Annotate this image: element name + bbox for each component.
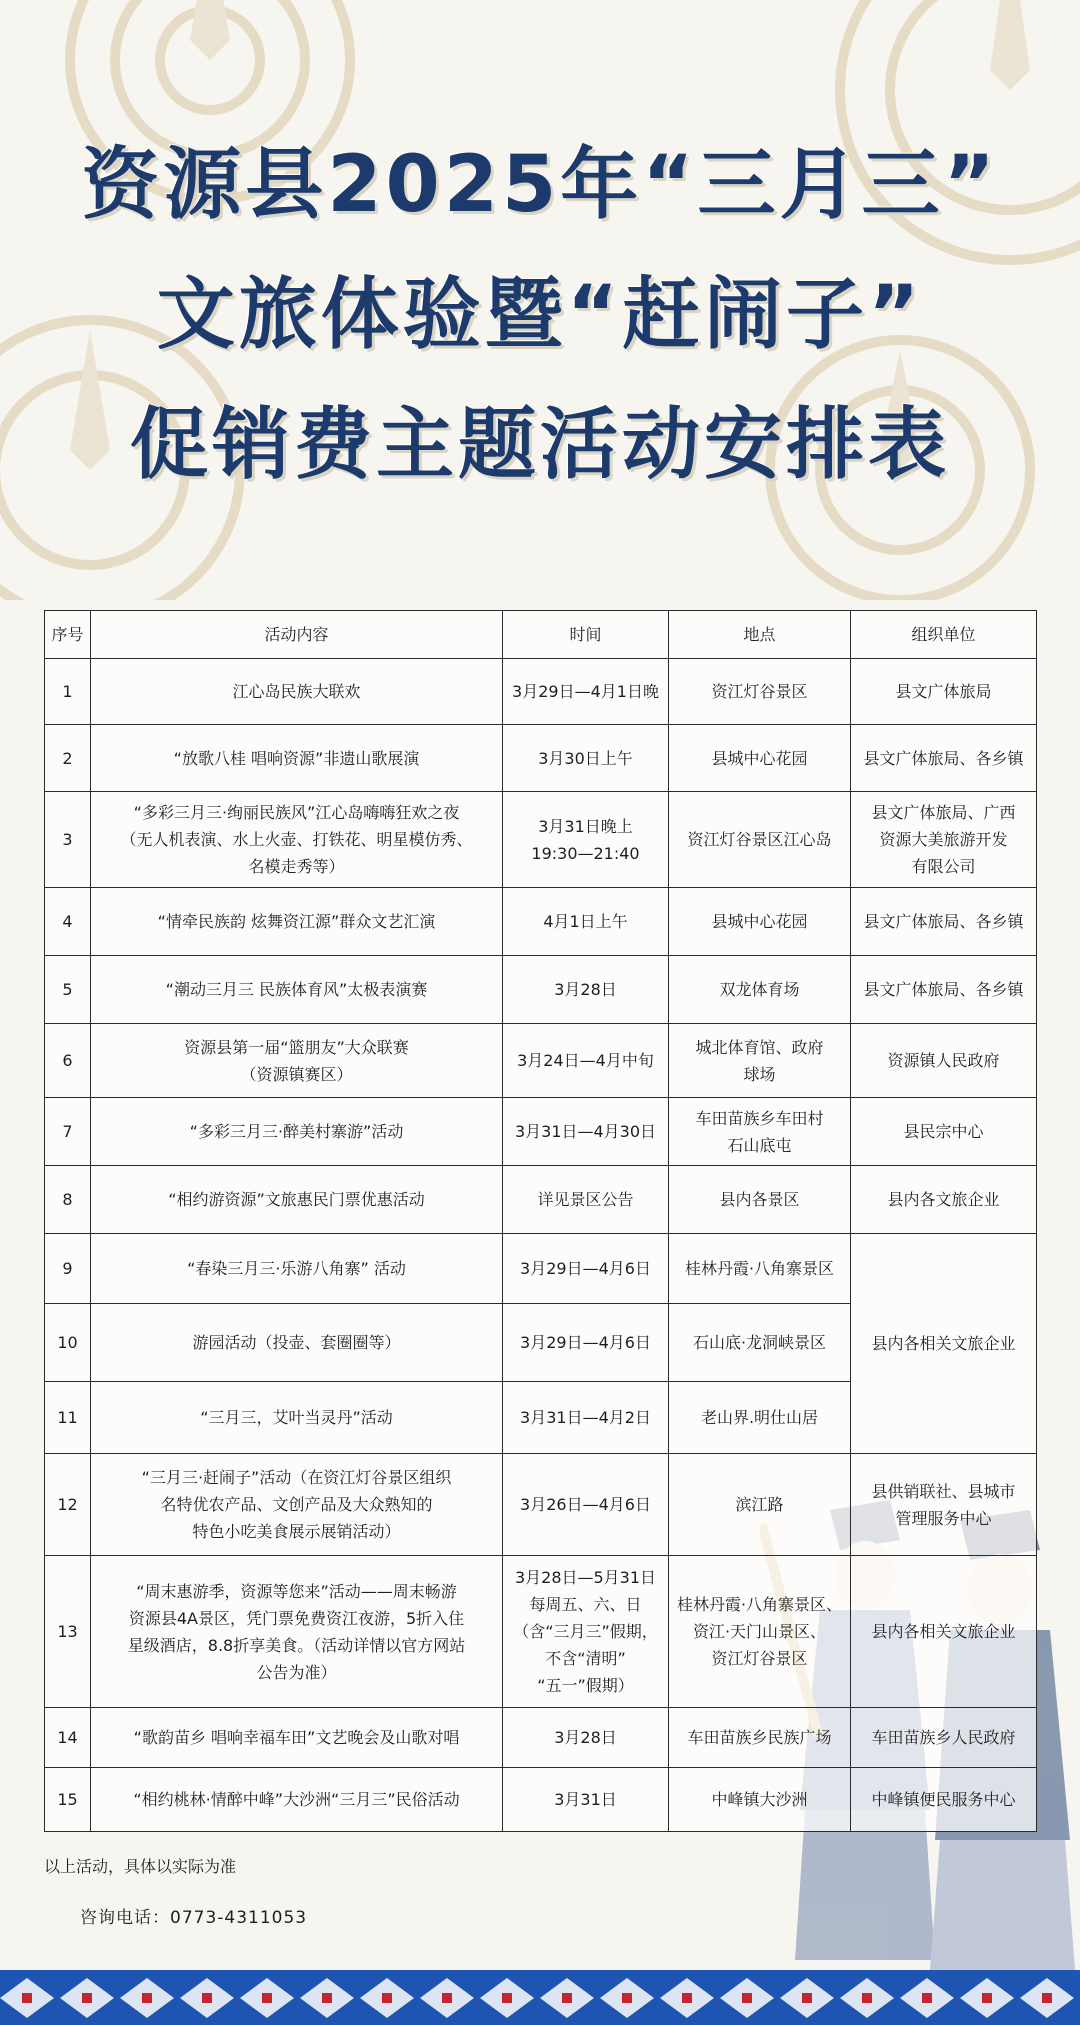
schedule-table: [44, 610, 1037, 1832]
row-time: 3月28日: [503, 956, 669, 1024]
table-row: [45, 1024, 1037, 1098]
row-org: 县文广体旅局: [851, 659, 1037, 725]
row-no: 10: [45, 1304, 91, 1382]
row-content: “三月三·赶闹子”活动（在资江灯谷景区组织 名特优农产品、文创产品及大众熟知的 特色小吃美食展示展销活动）: [91, 1454, 503, 1556]
row-no: 3: [45, 792, 91, 888]
table-header-row: [45, 611, 1037, 659]
table-row: [45, 1234, 1037, 1304]
row-content: 资源县第一届“篮朋友”大众联赛 （资源镇赛区）: [91, 1024, 503, 1098]
row-time: 3月26日—4月6日: [503, 1454, 669, 1556]
row-time: 4月1日上午: [503, 888, 669, 956]
row-org: 资源镇人民政府: [851, 1024, 1037, 1098]
row-org: 县文广体旅局、各乡镇: [851, 725, 1037, 792]
row-no: 15: [45, 1768, 91, 1832]
row-content: “周末惠游季，资源等您来”活动——周末畅游 资源县4A景区，凭门票免费资江夜游，5折入住 星级酒店，8.8折享美食。（活动详情以官方网站 公告为准）: [91, 1556, 503, 1708]
row-place: 县内各景区: [669, 1166, 851, 1234]
row-place: 资江灯谷景区江心岛: [669, 792, 851, 888]
table-row: [45, 1454, 1037, 1556]
ethnic-pattern-border: [0, 1970, 1080, 2025]
row-content: “相约游资源”文旅惠民门票优惠活动: [91, 1166, 503, 1234]
footer-note: 以上活动，具体以实际为准: [44, 1857, 237, 1876]
row-no: 6: [45, 1024, 91, 1098]
row-content: “春染三月三·乐游八角寨” 活动: [91, 1234, 503, 1304]
row-org: 县内各文旅企业: [851, 1166, 1037, 1234]
row-time: 3月28日—5月31日 每周五、六、日 （含“三月三”假期， 不含“清明” “五一”假期）: [503, 1556, 669, 1708]
row-content: “潮动三月三 民族体育风”太极表演赛: [91, 956, 503, 1024]
row-time: 3月31日: [503, 1768, 669, 1832]
header-place: 地点: [669, 611, 851, 659]
row-no: 4: [45, 888, 91, 956]
title-line-1: 资源县2025年“三月三”: [81, 140, 999, 230]
row-time: 3月31日晚上 19:30—21:40: [503, 792, 669, 888]
row-org-merged: 县内各相关文旅企业: [851, 1234, 1037, 1454]
table-row: [45, 659, 1037, 725]
row-content: “情牵民族韵 炫舞资江源”群众文艺汇演: [91, 888, 503, 956]
table-row: [45, 1166, 1037, 1234]
header-org: 组织单位: [851, 611, 1037, 659]
row-no: 7: [45, 1098, 91, 1166]
row-time: 3月30日上午: [503, 725, 669, 792]
row-content: “相约桃林·情醉中峰”大沙洲“三月三”民俗活动: [91, 1768, 503, 1832]
row-no: 14: [45, 1708, 91, 1768]
row-time: 3月29日—4月6日: [503, 1304, 669, 1382]
header-no: 序号: [45, 611, 91, 659]
table-row: [45, 1556, 1037, 1708]
row-org: 县民宗中心: [851, 1098, 1037, 1166]
schedule-table-wrap: [44, 610, 1036, 1832]
row-place: 县城中心花园: [669, 888, 851, 956]
row-place: 桂林丹霞·八角寨景区、 资江·天门山景区、 资江灯谷景区: [669, 1556, 851, 1708]
table-row: [45, 1708, 1037, 1768]
table-row: [45, 725, 1037, 792]
table-row: [45, 956, 1037, 1024]
row-time: 3月31日—4月30日: [503, 1098, 669, 1166]
row-no: 2: [45, 725, 91, 792]
row-no: 8: [45, 1166, 91, 1234]
row-content: “多彩三月三·绚丽民族风”江心岛嗨嗨狂欢之夜 （无人机表演、水上火壶、打铁花、明星模仿秀、 名模走秀等）: [91, 792, 503, 888]
row-place: 县城中心花园: [669, 725, 851, 792]
row-time: 3月24日—4月中旬: [503, 1024, 669, 1098]
header-content: 活动内容: [91, 611, 503, 659]
header-time: 时间: [503, 611, 669, 659]
row-no: 12: [45, 1454, 91, 1556]
row-place: 车田苗族乡民族广场: [669, 1708, 851, 1768]
row-place: 滨江路: [669, 1454, 851, 1556]
row-content: “放歌八桂 唱响资源”非遗山歌展演: [91, 725, 503, 792]
contact-phone: 咨询电话：0773-4311053: [80, 1908, 308, 1928]
row-org: 县内各相关文旅企业: [851, 1556, 1037, 1708]
row-content: “三月三，艾叶当灵丹”活动: [91, 1382, 503, 1454]
row-org: 县文广体旅局、各乡镇: [851, 956, 1037, 1024]
row-org: 县供销联社、县城市 管理服务中心: [851, 1454, 1037, 1556]
row-place: 双龙体育场: [669, 956, 851, 1024]
row-time: 3月29日—4月6日: [503, 1234, 669, 1304]
row-no: 1: [45, 659, 91, 725]
row-org: 车田苗族乡人民政府: [851, 1708, 1037, 1768]
row-time: 3月29日—4月1日晚: [503, 659, 669, 725]
row-place: 车田苗族乡车田村 石山底屯: [669, 1098, 851, 1166]
row-org: 县文广体旅局、各乡镇: [851, 888, 1037, 956]
row-place: 石山底·龙洞峡景区: [669, 1304, 851, 1382]
row-content: 游园活动（投壶、套圈圈等）: [91, 1304, 503, 1382]
page-title: [0, 120, 1080, 510]
row-content: 江心岛民族大联欢: [91, 659, 503, 725]
row-place: 资江灯谷景区: [669, 659, 851, 725]
row-place: 老山界.明仕山居: [669, 1382, 851, 1454]
table-row: [45, 792, 1037, 888]
title-line-3: 促销费主题活动安排表: [129, 400, 950, 490]
row-time: 3月28日: [503, 1708, 669, 1768]
row-org: 中峰镇便民服务中心: [851, 1768, 1037, 1832]
row-place: 桂林丹霞·八角寨景区: [669, 1234, 851, 1304]
table-row: [45, 1768, 1037, 1832]
row-place: 中峰镇大沙洲: [669, 1768, 851, 1832]
table-row: [45, 1098, 1037, 1166]
row-no: 9: [45, 1234, 91, 1304]
table-row: [45, 888, 1037, 956]
title-line-2: 文旅体验暨“赶闹子”: [156, 270, 924, 360]
row-time: 3月31日—4月2日: [503, 1382, 669, 1454]
row-place: 城北体育馆、政府 球场: [669, 1024, 851, 1098]
row-no: 13: [45, 1556, 91, 1708]
row-org: 县文广体旅局、广西 资源大美旅游开发 有限公司: [851, 792, 1037, 888]
row-no: 11: [45, 1382, 91, 1454]
row-no: 5: [45, 956, 91, 1024]
row-content: “多彩三月三·醉美村寨游”活动: [91, 1098, 503, 1166]
row-time: 详见景区公告: [503, 1166, 669, 1234]
row-content: “歌韵苗乡 唱响幸福车田”文艺晚会及山歌对唱: [91, 1708, 503, 1768]
